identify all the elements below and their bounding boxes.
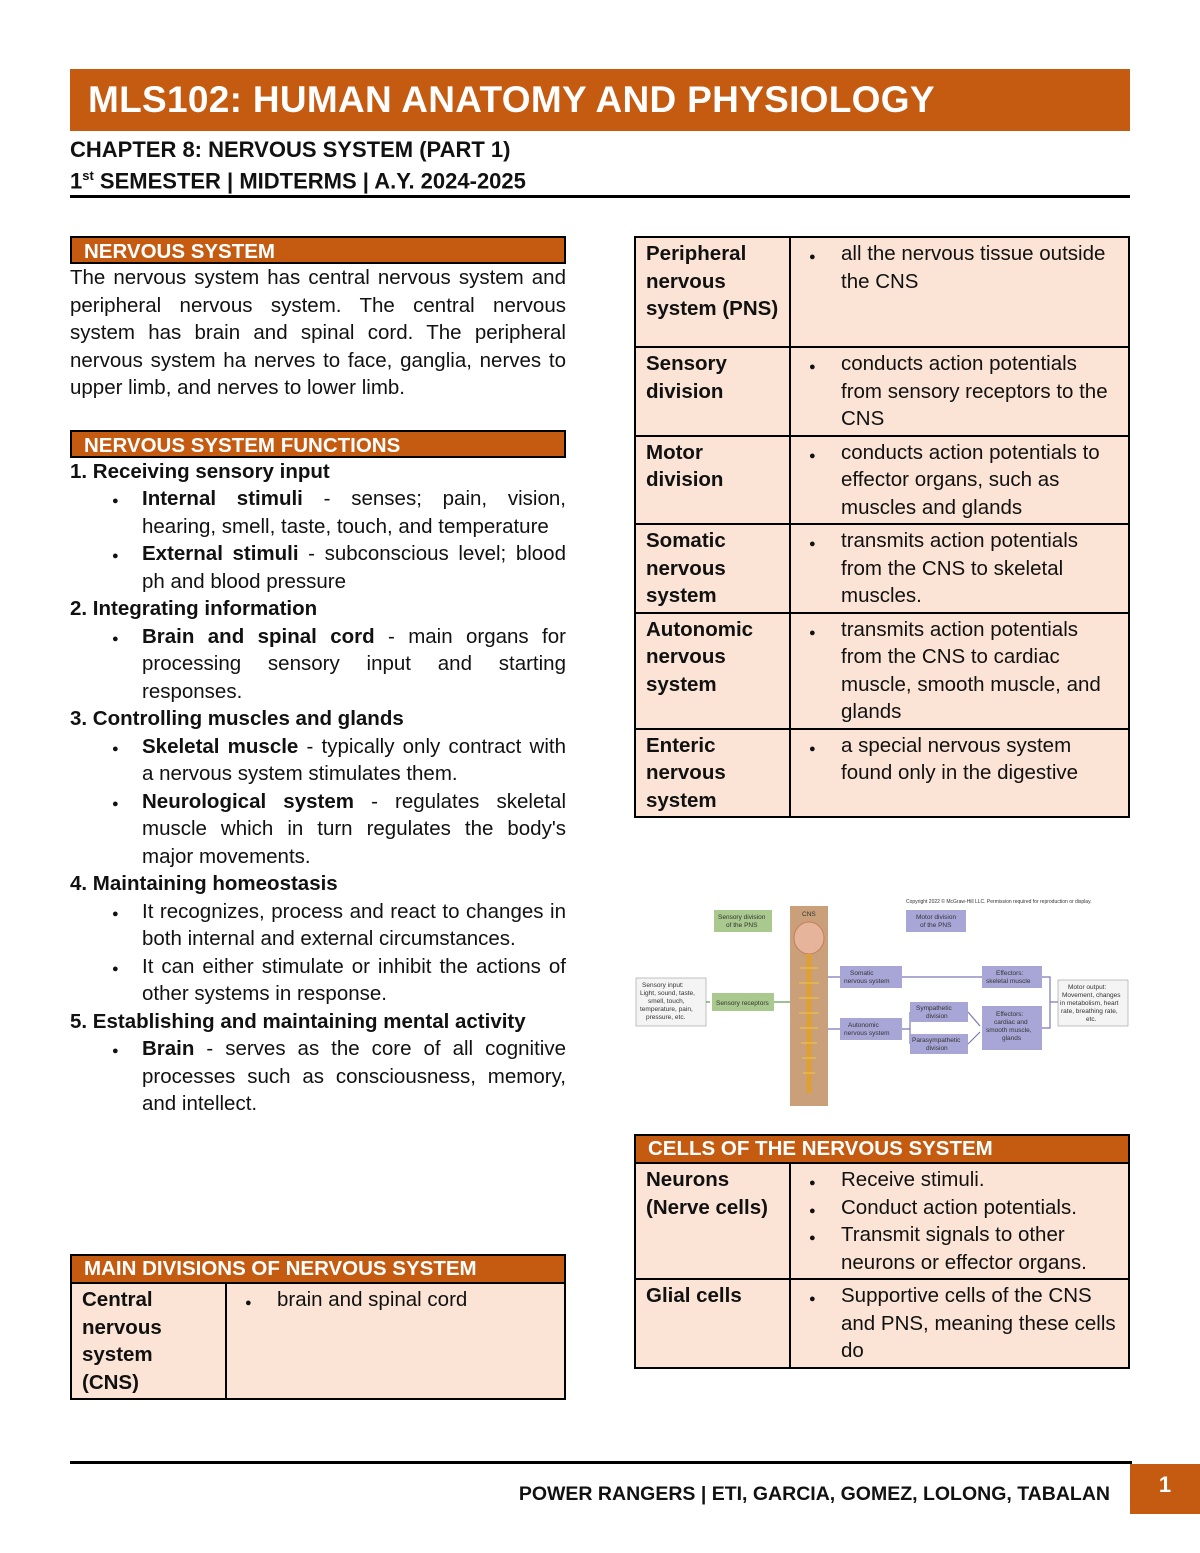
diagram-label: of the PNS — [726, 922, 758, 929]
diagram-label: division — [926, 1045, 948, 1052]
table-row — [635, 729, 1129, 818]
list-item: ● It recognizes, process and react to changes in both internal and external circumstances. — [70, 898, 566, 953]
term-cell: Peripheral nervous system (PNS) — [635, 237, 790, 347]
function-title: 5. Establishing and maintaining mental activity — [70, 1009, 526, 1033]
function-title: 1. Receiving sensory input — [70, 459, 330, 483]
diagram-label: nervous system — [844, 978, 890, 985]
diagram-label: Autonomic — [848, 1022, 879, 1029]
term-cell: Sensory division — [635, 347, 790, 436]
list-item: ● Transmit signals to other neurons or effector organs. — [769, 1221, 1118, 1276]
diagram-label: Effectors: — [996, 1011, 1024, 1018]
table-row — [635, 524, 1129, 613]
diagram-label: Light, sound, taste, — [640, 990, 695, 997]
diagram-label: Parasympathetic — [912, 1037, 961, 1044]
nervous-system-heading: NERVOUS SYSTEM — [70, 236, 566, 264]
list-item: ● It can either stimulate or inhibit the actions of other systems in response. — [70, 953, 566, 1008]
header-rule — [70, 195, 1130, 198]
list-item: ● External stimuli - subconscious level; blood ph and blood pressure — [70, 540, 566, 595]
diagram-label: in metabolism, heart — [1060, 1000, 1119, 1007]
list-item: ● conducts action potentials from sensory receptors to the CNS — [769, 350, 1118, 433]
bullet-icon — [809, 350, 816, 382]
bullet-icon — [809, 1221, 816, 1253]
list-item: ● Supportive cells of the CNS and PNS, meaning these cells do — [769, 1282, 1118, 1365]
list-item: ● Conduct action potentials. — [769, 1194, 1118, 1222]
diagram-label: rate, breathing rate, — [1061, 1008, 1118, 1015]
diagram-label: nervous system — [844, 1030, 890, 1037]
function-title: 3. Controlling muscles and glands — [70, 707, 404, 730]
list-item: ● Receive stimuli. — [769, 1166, 1118, 1194]
term-cell: Neurons (Nerve cells) — [635, 1163, 790, 1279]
term-cell: Glial cells — [635, 1279, 790, 1368]
table-row — [635, 1163, 1129, 1279]
cells-table — [634, 1134, 1130, 1369]
bullet-icon — [245, 1286, 252, 1318]
diagram-label: glands — [1002, 1035, 1022, 1042]
page-number: 1 — [1158, 1472, 1172, 1497]
bullet-icon — [809, 732, 816, 764]
diagram-label: Sensory receptors — [716, 1000, 769, 1007]
list-item: ● brain and spinal cord — [205, 1286, 554, 1314]
functions-heading: NERVOUS SYSTEM FUNCTIONS — [70, 430, 566, 458]
bullet-icon — [809, 439, 816, 471]
function-item — [70, 595, 566, 705]
definition-cell — [790, 1163, 1129, 1279]
page-number-box — [1130, 1464, 1200, 1514]
diagram-label: Motor output: — [1068, 984, 1107, 991]
definition-cell — [790, 237, 1129, 347]
function-item — [70, 870, 566, 1008]
brain-icon — [794, 922, 824, 954]
bullet-icon — [809, 240, 816, 272]
document-title: MLS102: HUMAN ANATOMY AND PHYSIOLOGY — [88, 79, 935, 120]
diagram-label: Movement, changes — [1062, 992, 1121, 999]
list-item: ● transmits action potentials from the CNS to cardiac muscle, smooth muscle, and glands — [769, 616, 1118, 726]
arrow — [968, 1012, 980, 1044]
arrow — [1042, 977, 1058, 1028]
definition-cell — [790, 613, 1129, 729]
diagram-label: skeletal muscle — [986, 978, 1031, 985]
diagram-label: Somatic — [850, 970, 874, 977]
title-banner — [70, 69, 1130, 131]
table-row — [635, 347, 1129, 436]
divisions-heading: MAIN DIVISIONS OF NERVOUS SYSTEM — [71, 1255, 565, 1283]
divisions-table-left — [70, 1254, 566, 1400]
nervous-system-body: The nervous system has central nervous system and peripheral nervous system. The central nervous system has brain and spinal cord. The peripheral nervous system ha nerves to face, ganglia, nerves to upper limb, and nerves to lower limb. — [70, 266, 566, 399]
list-item: ● Brain and spinal cord - main organs for processing sensory input and starting responses. — [70, 623, 566, 706]
bullet-icon — [112, 898, 119, 929]
diagram-label: Sensory division — [718, 914, 766, 921]
definition-cell — [790, 524, 1129, 613]
list-item: ● transmits action potentials from the CNS to skeletal muscles. — [769, 527, 1118, 610]
list-item: ● conducts action potentials to effector organs, such as muscles and glands — [769, 439, 1118, 522]
diagram-cns-label: CNS — [802, 911, 816, 918]
bullet-icon — [112, 485, 119, 516]
function-item — [70, 1008, 566, 1118]
term-cell: Somatic nervous system — [635, 524, 790, 613]
list-item: ● Internal stimuli - senses; pain, vision, hearing, smell, taste, touch, and temperature — [70, 485, 566, 540]
bullet-icon — [112, 540, 119, 571]
list-item: ● Brain - serves as the core of all cognitive processes such as consciousness, memory, and intellect. — [70, 1035, 566, 1118]
semester-line: 1st SEMESTER | MIDTERMS | A.Y. 2024-2025 — [70, 168, 526, 194]
table-row — [635, 436, 1129, 525]
diagram-label: Effectors: — [996, 970, 1024, 977]
function-item — [70, 458, 566, 596]
list-item: ● Skeletal muscle - typically only contract with a nervous system stimulates them. — [70, 733, 566, 788]
table-row — [635, 1279, 1129, 1368]
diagram-label: smooth muscle, — [986, 1027, 1032, 1034]
definition-cell — [790, 1279, 1129, 1368]
cells-heading: CELLS OF THE NERVOUS SYSTEM — [635, 1135, 1129, 1163]
diagram-label: Sympathetic — [916, 1005, 952, 1012]
diagram-label: smell, touch, — [648, 998, 685, 1005]
list-item: ● a special nervous system found only in the digestive — [769, 732, 1118, 787]
term-cell: Central nervous system (CNS) — [71, 1283, 226, 1399]
bullet-icon — [809, 616, 816, 648]
diagram-label: Motor division — [916, 914, 957, 921]
bullet-icon — [809, 527, 816, 559]
bullet-icon — [112, 788, 119, 819]
list-item: ● all the nervous tissue outside the CNS — [769, 240, 1118, 295]
diagram-label: of the PNS — [920, 922, 952, 929]
function-title: 2. Integrating information — [70, 597, 318, 620]
definition-cell — [790, 347, 1129, 436]
definition-cell — [226, 1283, 565, 1399]
definition-cell — [790, 729, 1129, 818]
footer-rule — [70, 1461, 1132, 1464]
function-item — [70, 705, 566, 870]
diagram-copyright: Copyright 2022 © McGraw-Hill LLC. Permission required for reproduction or display. — [906, 899, 1092, 905]
table-row — [71, 1283, 565, 1399]
table-row — [635, 613, 1129, 729]
diagram-label: cardiac and — [994, 1019, 1028, 1026]
bullet-icon — [112, 623, 119, 654]
chapter-title: CHAPTER 8: NERVOUS SYSTEM (PART 1) — [70, 137, 511, 162]
nervous-system-flow-diagram — [634, 888, 1130, 1110]
bullet-icon — [809, 1282, 816, 1314]
diagram-label: Sensory input: — [642, 982, 684, 989]
term-cell: Enteric nervous system — [635, 729, 790, 818]
diagram-label: temperature, pain, — [640, 1006, 693, 1013]
definition-cell — [790, 436, 1129, 525]
diagram-label: division — [926, 1013, 948, 1020]
bullet-icon — [112, 953, 119, 984]
left-column — [70, 236, 566, 1118]
function-title: 4. Maintaining homeostasis — [70, 872, 338, 895]
table-row — [635, 237, 1129, 347]
divisions-table-right — [634, 236, 1130, 818]
diagram-label: etc. — [1086, 1016, 1097, 1023]
term-cell: Motor division — [635, 436, 790, 525]
term-cell: Autonomic nervous system — [635, 613, 790, 729]
diagram-label: pressure, etc. — [646, 1014, 686, 1021]
bullet-icon — [112, 1035, 119, 1066]
footer-authors: POWER RANGERS | ETI, GARCIA, GOMEZ, LOLONG, TABALAN — [518, 1483, 1110, 1505]
bullet-icon — [112, 733, 119, 764]
list-item: ● Neurological system - regulates skeletal muscle which in turn regulates the body's major movements. — [70, 788, 566, 871]
